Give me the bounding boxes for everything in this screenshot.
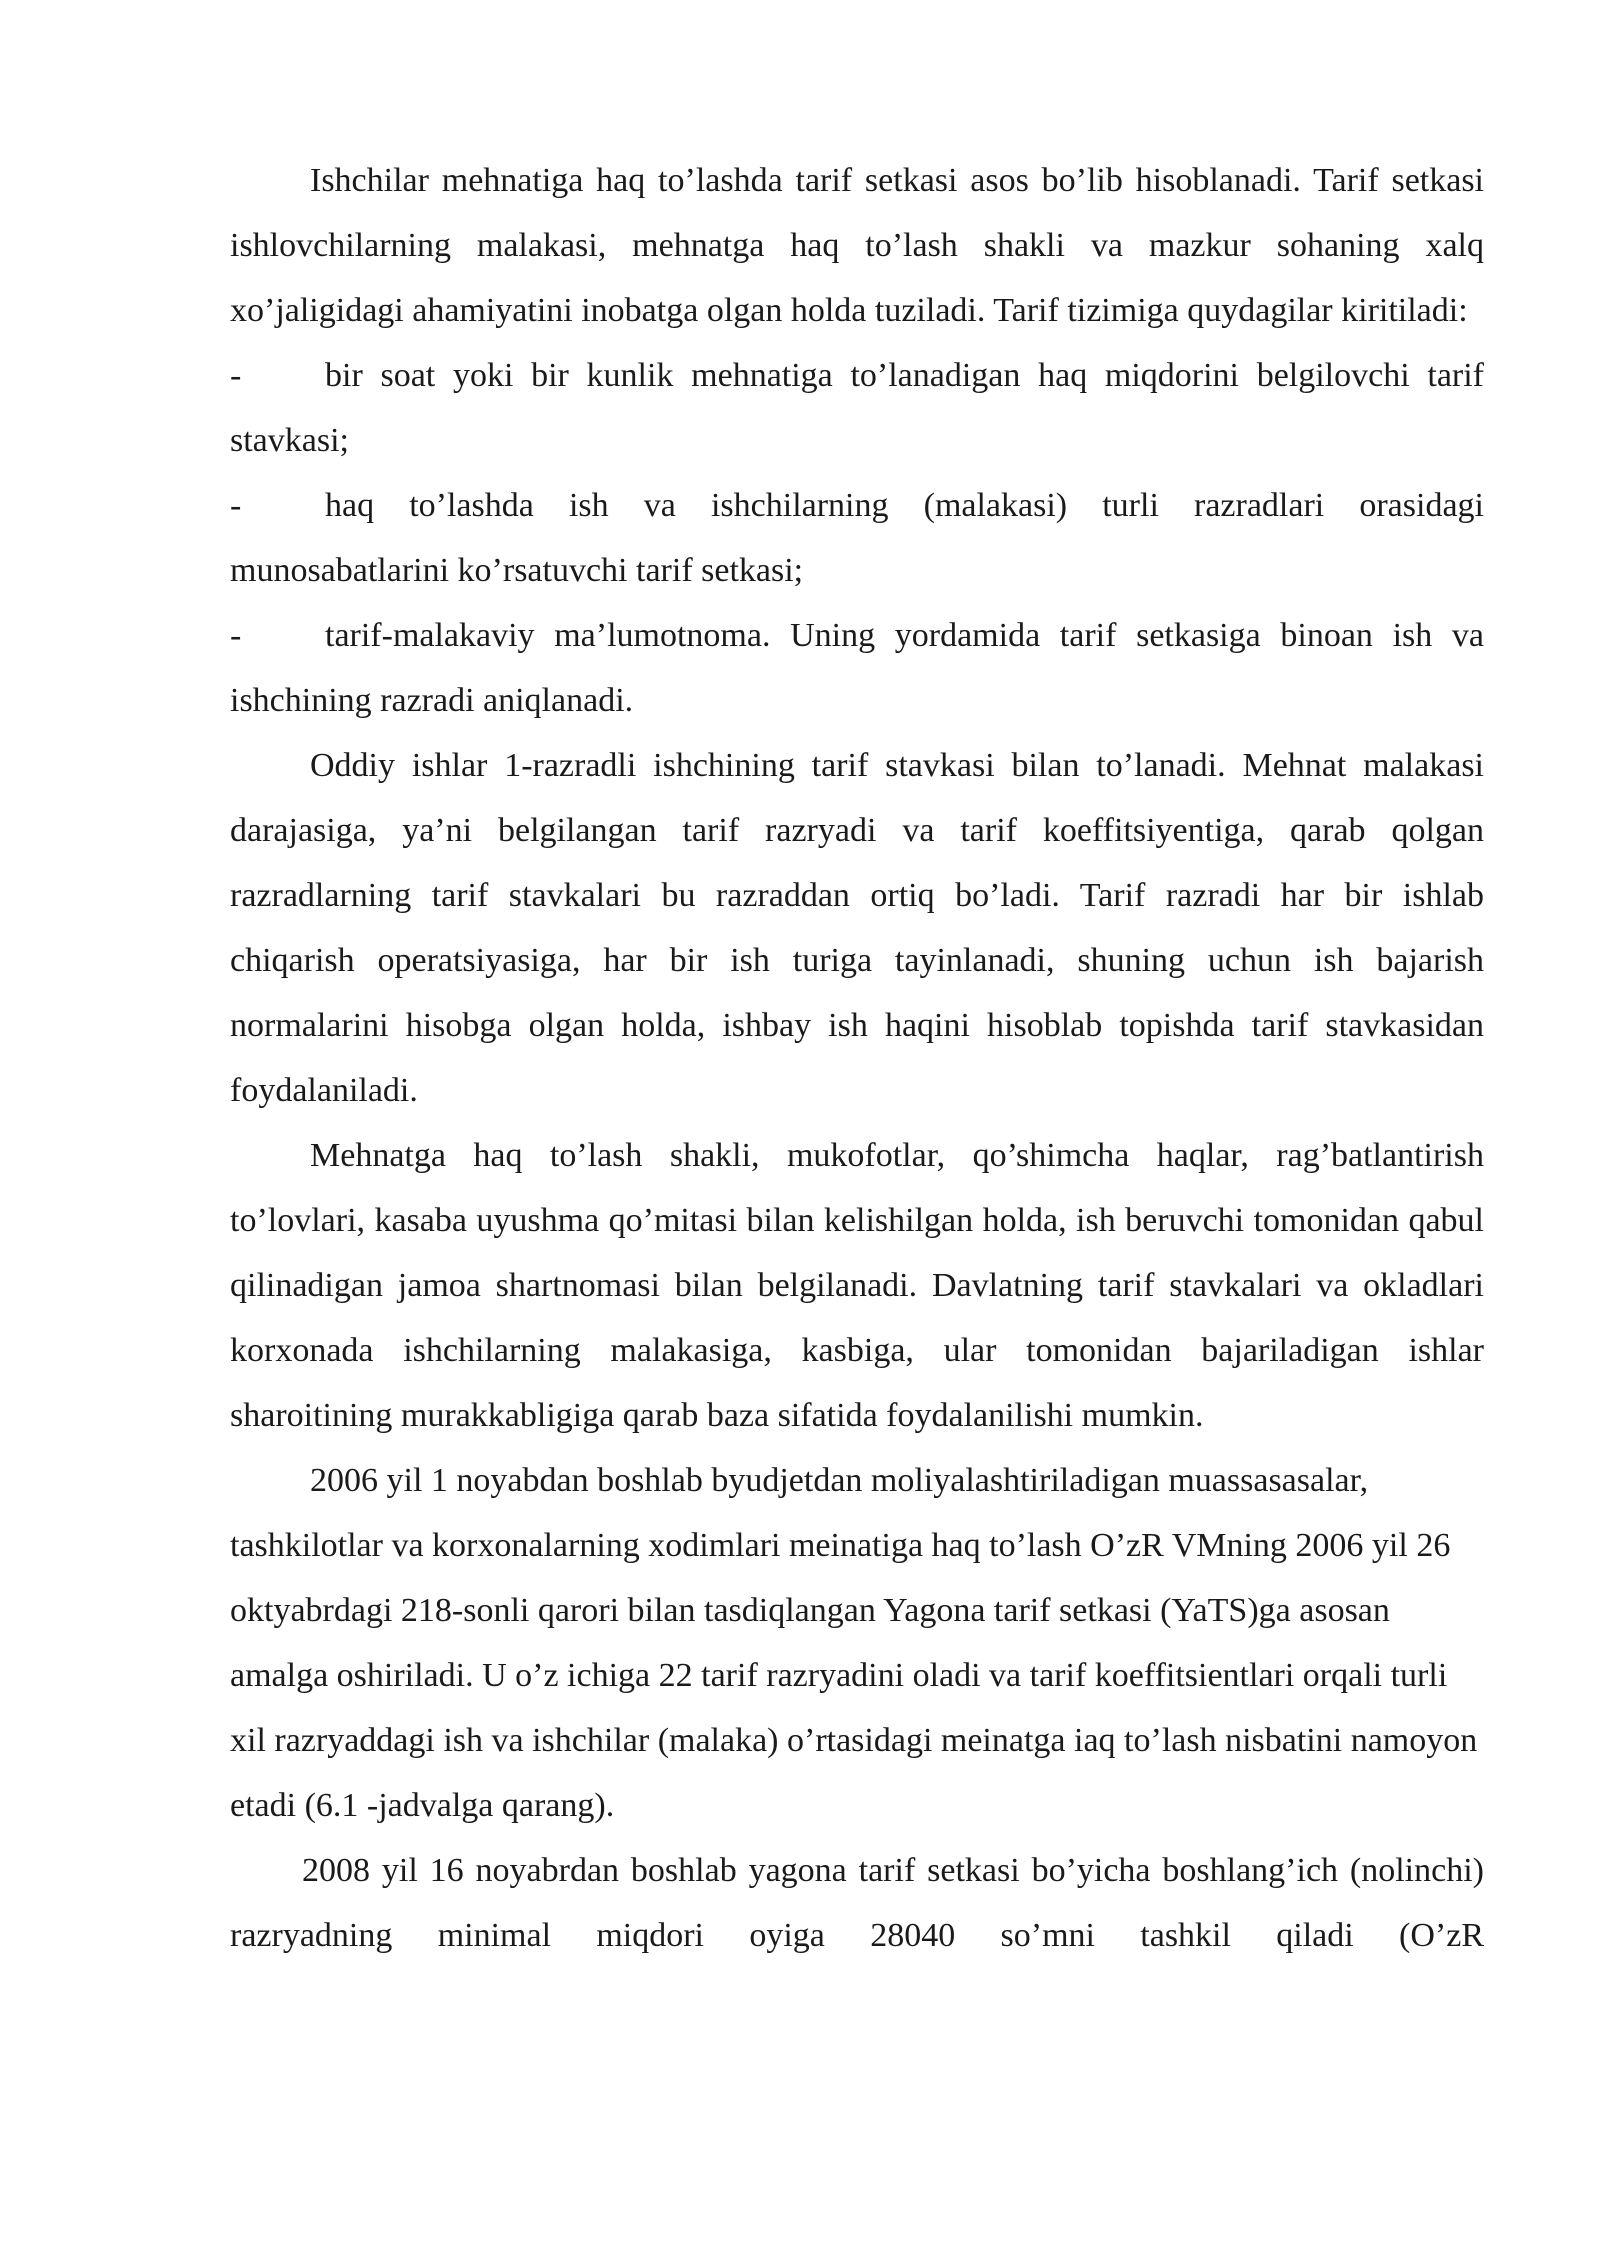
paragraph-oddiy-ishlar: Oddiy ishlar 1-razradli ishchining tarif stavkasi bilan to’lanadi. Mehnat malakasi darajasiga, ya’ni belgilangan tarif razryadi va tarif koeffitsiyentiga, qarab qolgan razradlarning tarif stavkalari bu razraddan ortiq bo’ladi. Tarif razradi har bir ishlab chiqarish operatsiyasiga, har bir ish turiga tayinlanadi, shuning uchun ish bajarish normalarini hisobga olgan holda, ishbay ish haqini hisoblab topishda tarif stavkasidan foydalaniladi. bbox=[230, 747, 1484, 1109]
list-item-malakaviy-malumotnoma bbox=[230, 603, 1484, 733]
list-item-text: haq to’lashda ish va ishchilarning (malakasi) turli razradlari orasidagi munosabatlarini ko’rsatuvchi tarif setkasi; bbox=[230, 487, 1484, 589]
paragraph-mehnatga-haq: Mehnatga haq to’lash shakli, mukofotlar, qo’shimcha haqlar, rag’batlantirish to’lovlari, kasaba uyushma qo’mitasi bilan kelishilgan holda, ish beruvchi tomonidan qabul qilinadigan jamoa shartnomasi bilan belgilanadi. Davlatning tarif stavkalari va okladlari korxonada ishchilarning malakasiga, kasbiga, ular tomonidan bajariladigan ishlar sharoitining murakkabligiga qarab baza sifatida foydalanilishi mumkin. bbox=[230, 1137, 1484, 1434]
list-item-text: bir soat yoki bir kunlik mehnatiga to’lanadigan haq miqdorini belgilovchi tarif stavkasi; bbox=[230, 357, 1484, 459]
list-dash: - bbox=[230, 617, 242, 654]
document-page bbox=[230, 148, 1484, 1968]
list-item-tarif-stavkasi bbox=[230, 343, 1484, 473]
list-dash: - bbox=[230, 487, 242, 524]
paragraph-tarif-setkasi: Ishchilar mehnatiga haq to’lashda tarif setkasi asos bo’lib hisoblanadi. Tarif setkasi ishlovchilarning malakasi, mehnatga haq to’lash shakli va mazkur sohaning xalq xo’jaligidagi ahamiyatini inobatga olgan holda tuziladi. Tarif tizimiga quydagilar kiritiladi: bbox=[230, 162, 1484, 329]
list-item-text: tarif-malakaviy ma’lumotnoma. Uning yordamida tarif setkasiga binoan ish va ishchining razradi aniqlanadi. bbox=[230, 617, 1484, 719]
paragraph-2008-yil: 2008 yil 16 noyabrdan boshlab yagona tarif setkasi bo’yicha boshlang’ich (nolinchi) razryadning minimal miqdori oyiga 28040 so’mni tashkil qiladi (O’zR bbox=[230, 1852, 1484, 1954]
list-item-tarif-setkasi bbox=[230, 473, 1484, 603]
paragraph-2006-yil: 2006 yil 1 noyabdan boshlab byudjetdan moliyalashtiriladigan muassasasalar, tashkilotlar va korxonalarning xodimlari meinatiga haq to’lash O’zR VMning 2006 yil 26 oktyabrdagi 218-sonli qarori bilan tasdiqlangan Yagona tarif setkasi (YaTS)ga asosan amalga oshiriladi. U o’z ichiga 22 tarif razryadini oladi va tarif koeffitsientlari orqali turli xil razryaddagi ish va ishchilar (malaka) o’rtasidagi meinatga iaq to’lash nisbatini namoyon etadi (6.1 -jadvalga qarang). bbox=[230, 1462, 1478, 1824]
list-dash: - bbox=[230, 357, 242, 394]
